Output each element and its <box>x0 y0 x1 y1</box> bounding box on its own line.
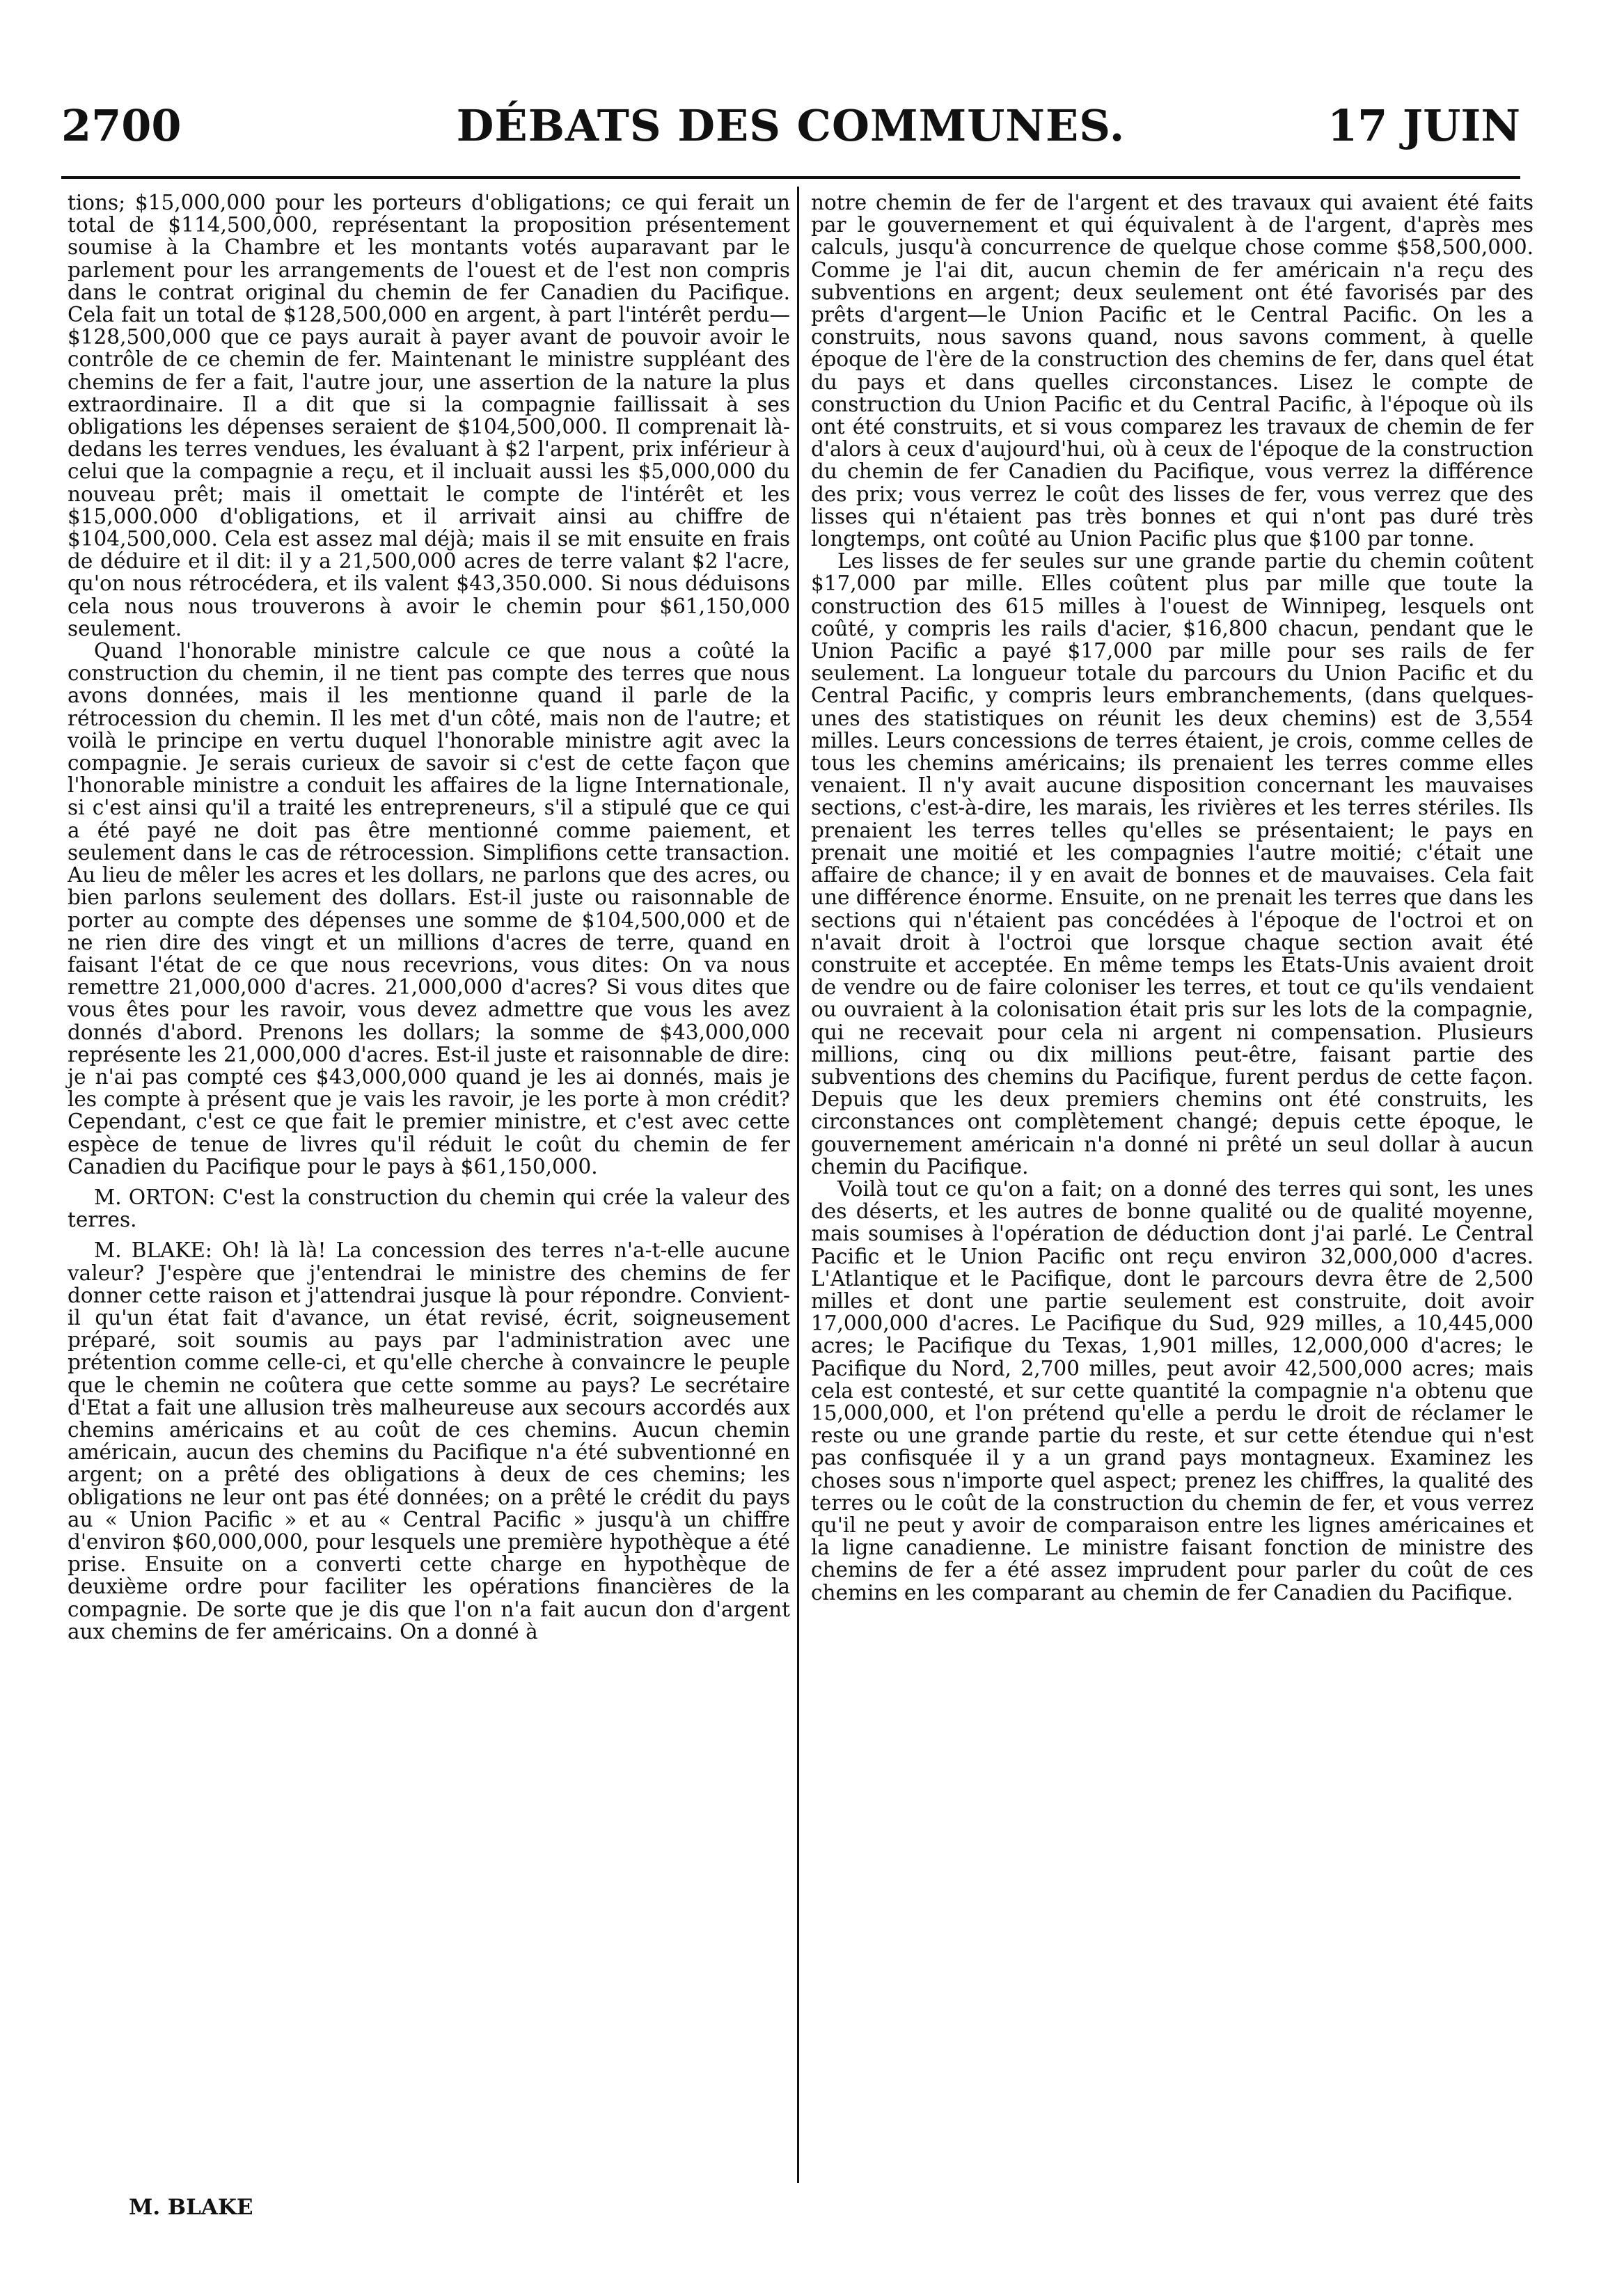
blake-remark <box>68 1239 790 1643</box>
blake-text: Oh! là là! La concession des terres n'a-t-elle aucune valeur? J'espère que j'entendrai le ministre des chemins de fer donner cette raison et j'attendrai jusque là pour répondre. Convient-il qu'un état fait d'avance, un état revisé, écrit, soigneusement préparé, soit soumis au pays par l'administration avec une prétention comme celle-ci, et qu'elle cherche à convaincre le peuple que le chemin ne coûtera que cette somme au pays? Le secrétaire d'Etat a fait une allusion très malheureuse aux secours accordés aux chemins américains et au coût de ces chemins. Aucun chemin américain, aucun des chemins du Pacifique n'a été subventionné en argent; on a prêté des obligations à deux de ces chemins; les obligations ne leur ont pas été données; on a prêté le crédit du pays au « Union Pacific » et au « Central Pacific » jusqu'à un chiffre d'environ $60,000,000, pour lesquels une première hypothèque a été prise. Ensuite on a converti cette charge en hypothèque de deuxième ordre pour faciliter les opérations financières de la compagnie. De sorte que je dis que l'on n'a fait aucun don d'argent aux chemins de fer américains. On a donné à <box>68 1238 790 1644</box>
orton-text: C'est la construction du chemin qui crée la valeur des terres. <box>68 1185 790 1232</box>
right-paragraph-1: notre chemin de fer de l'argent et des travaux qui avaient été faits par le gouvernement et qui équivalent à de l'argent, d'après mes calculs, jusqu'à concurrence de quelque chose comme $58,500,000. Comme je l'ai dit, aucun chemin de fer américain n'a reçu des subventions en argent; deux seulement ont été favorisés par des prêts d'argent—le Union Pacific et le Central Pacific. On les a construits, nous savons quand, nous savons comment, à quelle époque de l'ère de la construction des chemins de fer, dans quel état du pays et dans quelles circonstances. Lisez le compte de construction du Union Pacific et du Central Pacific, à l'époque où ils ont été construits, et si vous comparez les travaux de chemin de fer d'alors à ceux d'aujourd'hui, où à ceux de l'époque de la construction du chemin de fer Canadien du Pacifique, vous verrez la différence des prix; vous verrez le coût des lisses de fer, vous verrez que des lisses qui n'étaient pas très bonnes et qui n'ont pas duré très longtemps, ont coûté au Union Pacific plus que $100 par tonne. <box>811 191 1534 551</box>
page-date: 17 JUIN <box>1327 100 1520 151</box>
right-paragraph-3: Voilà tout ce qu'on a fait; on a donné des terres qui sont, les unes des déserts, et les autres de bonne qualité ou de qualité moyenne, mais soumises à l'opération de déduction dont j'ai parlé. Le Central Pacific et le Union Pacific ont reçu environ 32,000,000 d'acres. L'Atlantique et le Pacifique, dont le parcours devra être de 2,500 milles et dont une partie seulement est construite, doit avoir 17,000,000 d'acres. Le Pacifique du Sud, 929 milles, a 10,445,000 acres; le Pacifique du Texas, 1,901 milles, 12,000,000 d'acres; le Pacifique du Nord, 2,700 milles, peut avoir 42,500,000 acres; mais cela est contesté, et sur cette quantité la compagnie n'a obtenu que 15,000,000, et l'on prétend qu'elle a perdu le droit de réclamer le reste ou une grande partie du reste, et sur cette étendue qui n'est pas confisquée il y a un grand pays montagneux. Examinez les choses sous n'importe quel aspect; prenez les chiffres, la qualité des terres ou le coût de la construction du chemin de fer, et vous verrez qu'il ne peut y avoir de comparaison entre les lignes américaines et la ligne canadienne. Le ministre faisant fonction de ministre des chemins de fer a été assez imprudent pour parler du coût de ces chemins en les comparant au chemin de fer Canadien du Pacifique. <box>811 1176 1534 1605</box>
page-number: 2700 <box>61 100 182 151</box>
orton-remark <box>68 1186 790 1231</box>
right-column <box>811 191 1534 1604</box>
speaker-orton: M. ORTON: <box>94 1185 216 1209</box>
left-column <box>68 191 790 1643</box>
speaker-blake: M. BLAKE: <box>94 1238 212 1263</box>
column-divider <box>797 187 799 2183</box>
running-footer: M. BLAKE <box>129 2195 253 2220</box>
page-title: DÉBATS DES COMMUNES. <box>456 100 1126 151</box>
right-paragraph-2: Les lisses de fer seules sur une grande partie du chemin coûtent $17,000 par mille. Elles coûtent plus par mille que toute la construction des 615 milles à l'ouest de Winnipeg, lesquels ont coûté, y compris les rails d'acier, $16,800 chacun, pendant que le Union Pacific a payé $17,000 par mille pour ses rails de fer seulement. La longueur totale du parcours du Union Pacific et du Central Pacific, y compris leurs embranchements, (dans quelques-unes des statistiques on réunit les deux chemins) est de 3,554 milles. Leurs concessions de terres étaient, je crois, comme celles de tous les chemins américains; ils prenaient les terres comme elles venaient. Il n'y avait aucune disposition concernant les mauvaises sections, c'est-à-dire, les marais, les rivières et les terres stériles. Ils prenaient les terres telles qu'elles se présentaient; le pays en prenait une moitié et les compagnies l'autre moitié; c'était une affaire de chance; il y en avait de bonnes et de mauvaises. Cela fait une différence énorme. Ensuite, on ne prenait les terres que dans les sections qui n'étaient pas concédées à l'époque de l'octroi et on n'avait droit à l'octroi que lorsque chaque section avait été construite et acceptée. En même temps les Etats-Unis avaient droit de vendre ou de faire coloniser les terres, et tout ce qu'ils vendaient ou ouvraient à la colonisation était pris sur les lots de la compagnie, qui ne recevait pour cela ni argent ni compensation. Plusieurs millions, cinq ou dix millions peut-être, faisant partie des subventions des chemins du Pacifique, furent perdus de cette façon. Depuis que les deux premiers chemins ont été construits, les circonstances ont complètement changé; depuis cette époque, le gouvernement américain n'a donné ni prêté un seul dollar à aucun chemin du Pacifique. <box>811 549 1534 1179</box>
left-paragraph-1: tions; $15,000,000 pour les porteurs d'obligations; ce qui ferait un total de $114,500,000, représentant la proposition présentement soumise à la Chambre et les montants votés auparavant par le parlement pour les arrangements de l'ouest et de l'est non compris dans le contrat original du chemin de fer Canadien du Pacifique. Cela fait un total de $128,500,000 en argent, à part l'intérêt perdu—$128,500,000 que ce pays aurait à payer avant de pouvoir avoir le contrôle de ce chemin de fer. Maintenant le ministre suppléant des chemins de fer a fait, l'autre jour, une assertion de la nature la plus extraordinaire. Il a dit que si la compagnie faillissait à ses obligations les dépenses seraient de $104,500,000. Il comprenait là-dedans les terres vendues, les évaluant à $2 l'arpent, prix inférieur à celui que la compagnie a reçu, et il incluait aussi les $5,000,000 du nouveau prêt; mais il omettait le compte de l'intérêt et les $15,000.000 d'obligations, et il arrivait ainsi au chiffre de $104,500,000. Cela est assez mal déjà; mais il se mit ensuite en frais de déduire et il dit: il y a 21,500,000 acres de terre valant $2 l'acre, qu'on nous rétrocédera, et ils valent $43,350.000. Si nous déduisons cela nous nous trouverons à avoir le chemin pour $61,150,000 seulement. <box>68 191 790 640</box>
left-paragraph-2: Quand l'honorable ministre calcule ce que nous a coûté la construction du chemin, il ne tient pas compte des terres que nous avons données, mais il les mentionne quand il parle de la rétrocession du chemin. Il les met d'un côté, mais non de l'autre; et voilà le principe en vertu duquel l'honorable ministre agit avec la compagnie. Je serais curieux de savoir si c'est de cette façon que l'honorable ministre a conduit les affaires de la ligne Internationale, si c'est ainsi qu'il a traité les entrepreneurs, s'il a stipulé que ce qui a été payé ne doit pas être mentionné comme paiement, et seulement dans le cas de rétrocession. Simplifions cette transaction. Au lieu de mêler les acres et les dollars, ne parlons que des acres, ou bien parlons seulement des dollars. Est-il juste ou raisonnable de porter au compte des dépenses une somme de $104,500,000 et de ne rien dire des vingt et un millions d'acres de terre, quand en faisant l'état de ce que nous recevrions, vous dites: On va nous remettre 21,000,000 d'acres. 21,000,000 d'acres? Si vous dites que vous êtes pour les ravoir, vous devez admettre que vous les avez donnés d'abord. Prenons les dollars; la somme de $43,000,000 représente les 21,000,000 d'acres. Est-il juste et raisonnable de dire: je n'ai pas compté ces $43,000,000 quand je les ai donnés, mais je les compte à présent que je vais les ravoir, je les porte à mon crédit? Cependant, c'est ce que fait le premier ministre, et c'est avec cette espèce de tenue de livres qu'il réduit le coût du chemin de fer Canadien du Pacifique pour le pays à $61,150,000. <box>68 639 790 1179</box>
page-header <box>61 100 1520 160</box>
header-rule <box>61 176 1520 179</box>
